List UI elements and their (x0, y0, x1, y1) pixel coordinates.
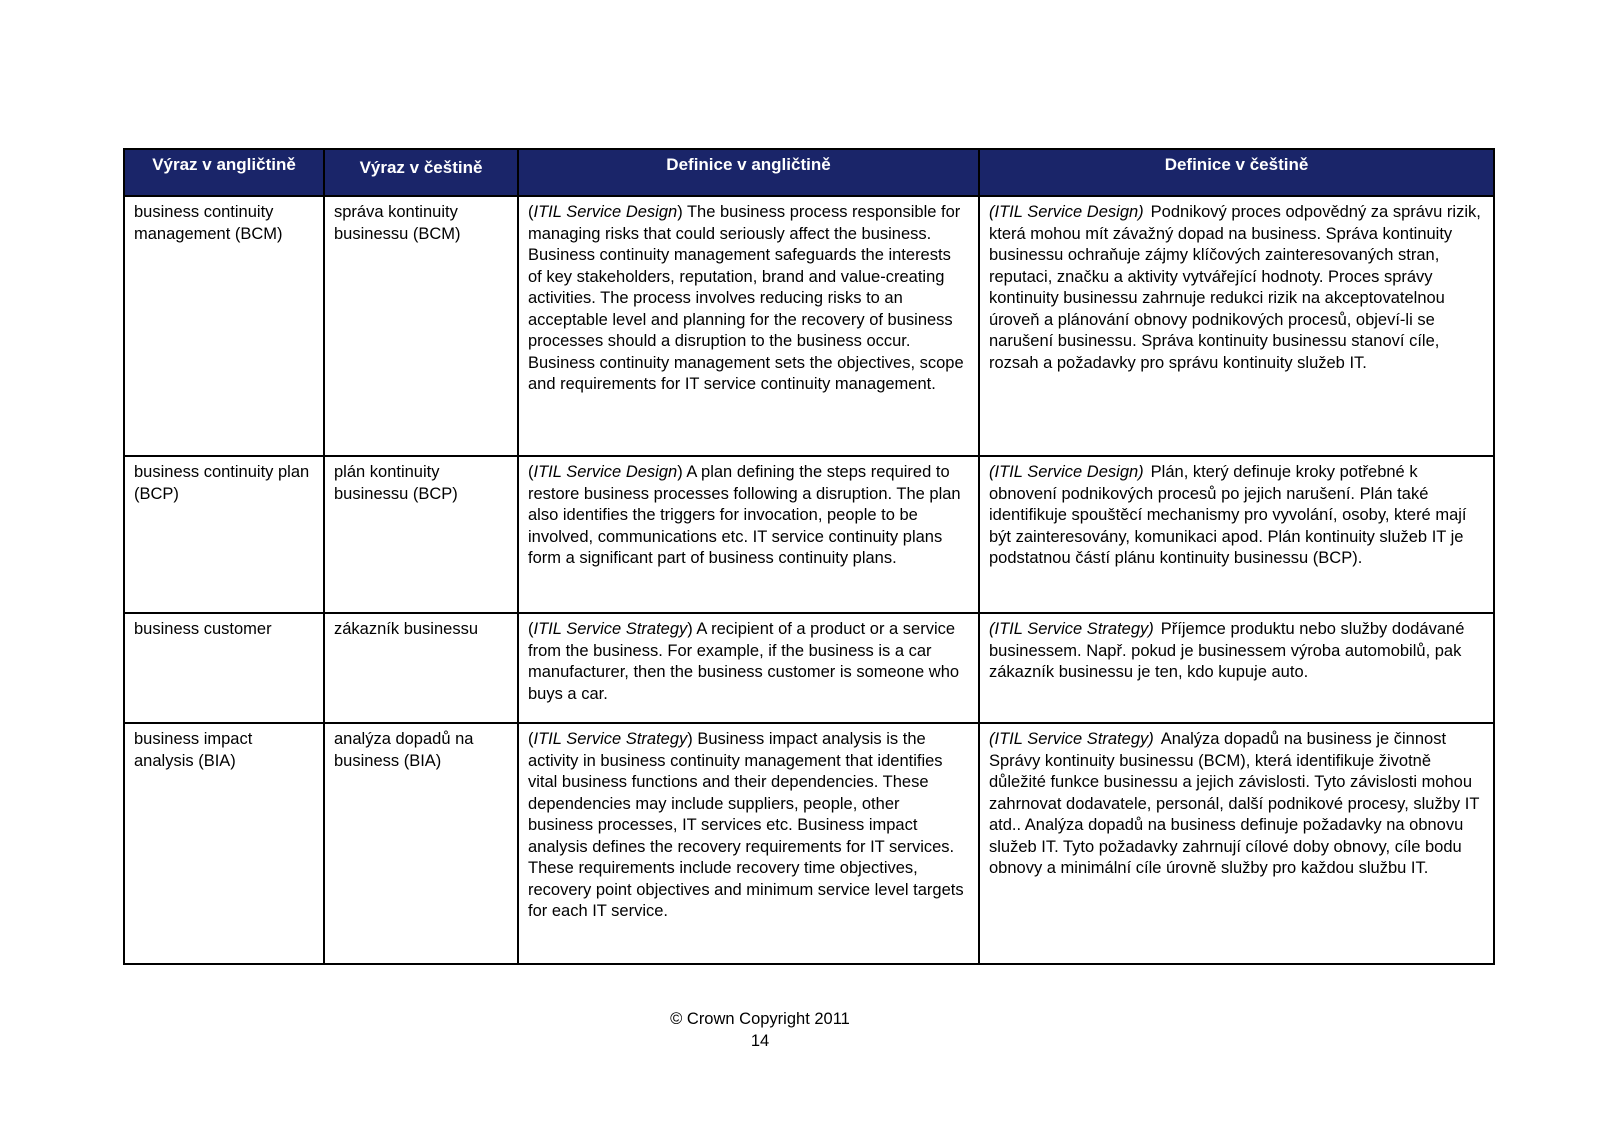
term-en-cell: business continuity management (BCM) (124, 196, 324, 456)
column-header-def-en: Definice v angličtině (518, 149, 979, 196)
def-en-body-text: ) A plan defining the steps required to restore business processes following a disruption. The plan also identifies the triggers for invocation, people to be involved, communications etc. IT service continuity plans form a significant part of business continuity plans. (528, 463, 961, 567)
def-en-open-paren: ( (528, 620, 534, 638)
copyright-text: © Crown Copyright 2011 (670, 1010, 850, 1028)
def-cs-cell (979, 196, 1494, 456)
def-en-body-text: ) Business impact analysis is the activity in business continuity management that identifies vital business functions and their dependencies. These dependencies may include suppliers, people, other business processes, IT services etc. Business impact analysis defines the recovery requirements for IT services. These requirements include recovery time objectives, recovery point objectives and minimum service level targets for each IT service. (528, 730, 964, 920)
glossary-table (123, 148, 1495, 965)
term-en-cell: business impact analysis (BIA) (124, 723, 324, 964)
itil-source-tag: ITIL Service Strategy (533, 730, 688, 748)
page-number: 14 (750, 1032, 770, 1050)
table-row (124, 196, 1494, 456)
def-en-cell (518, 723, 979, 964)
def-cs-cell (979, 613, 1494, 723)
def-cs-body-text: Plán, který definuje kroky potřebné k obnovení podnikových procesů po jejich narušení. Plán také identifikuje spouštěcí mechanismy pro vyvolání, osoby, které mají být zainteresovány, komunikaci apod. Plán kontinuity služeb IT je podstatnou částí plánu kontinuity businessu (BCP). (989, 463, 1467, 567)
def-cs-cell (979, 456, 1494, 613)
header-row (124, 149, 1494, 196)
def-en-open-paren: ( (528, 730, 534, 748)
def-en-cell (518, 613, 979, 723)
def-cs-body-text: Podnikový proces odpovědný za správu rizik, která mohou mít závažný dopad na business. Správa kontinuity businessu ochraňuje zájmy klíčových zainteresovaných stran, reputaci, značku a aktivity vytvářející hodnoty. Proces správy kontinuity businessu zahrnuje redukci rizik na akceptovatelnou úroveň a plánování obnovy podnikových procesů, objeví-li se narušení businessu. Správa kontinuity businessu stanoví cíle, rozsah a požadavky pro správu kontinuity služeb IT. (989, 203, 1481, 372)
def-cs-body-text: Analýza dopadů na business je činnost Správy kontinuity businessu (BCM), která identifikuje životně důležité funkce businessu a jejich závislosti. Tyto závislosti mohou zahrnovat dodavatele, personál, další podnikové procesy, služby IT atd.. Analýza dopadů na business definuje požadavky na obnovu služeb IT. Tyto požadavky zahrnují cílové doby obnovy, cíle bodu obnovy a minimální cíle úrovně služby pro každou službu IT. (989, 730, 1480, 877)
itil-source-tag: ITIL Service Design (533, 463, 678, 481)
term-cs-cell: analýza dopadů na business (BIA) (324, 723, 518, 964)
table-row (124, 456, 1494, 613)
def-cs-cell (979, 723, 1494, 964)
column-header-term-en: Výraz v angličtině (124, 149, 324, 196)
table-row (124, 723, 1494, 964)
column-header-def-cs: Definice v češtině (979, 149, 1494, 196)
itil-source-tag: ITIL Service Design (533, 203, 678, 221)
def-en-body-text: ) The business process responsible for managing risks that could seriously affect the business. Business continuity management safeguards the interests of key stakeholders, reputation, brand and value-creating activities. The process involves reducing risks to an acceptable level and planning for the recovery of business processes should a disruption to the business occur. Business continuity management sets the objectives, scope and requirements for IT service continuity management. (528, 203, 964, 393)
itil-source-tag: (ITIL Service Design) (989, 463, 1144, 481)
itil-source-tag: (ITIL Service Strategy) (989, 730, 1154, 748)
itil-source-tag: ITIL Service Strategy (533, 620, 688, 638)
term-en-cell: business continuity plan (BCP) (124, 456, 324, 613)
def-en-cell (518, 196, 979, 456)
def-en-cell (518, 456, 979, 613)
page-footer (0, 1008, 1520, 1052)
def-en-open-paren: ( (528, 203, 534, 221)
term-en-cell: business customer (124, 613, 324, 723)
def-en-body-text: ) A recipient of a product or a service from the business. For example, if the business is a car manufacturer, then the business customer is someone who buys a car. (528, 620, 960, 703)
term-cs-cell: zákazník businessu (324, 613, 518, 723)
itil-source-tag: (ITIL Service Design) (989, 203, 1144, 221)
table-row (124, 613, 1494, 723)
itil-source-tag: (ITIL Service Strategy) (989, 620, 1154, 638)
column-header-term-cs: Výraz v češtině (324, 149, 518, 196)
def-en-open-paren: ( (528, 463, 534, 481)
term-cs-cell: plán kontinuity businessu (BCP) (324, 456, 518, 613)
term-cs-cell: správa kontinuity businessu (BCM) (324, 196, 518, 456)
def-cs-body-text: Příjemce produktu nebo služby dodávané businessem. Např. pokud je businessem výroba automobilů, pak zákazník businessu je ten, kdo kupuje auto. (989, 620, 1465, 681)
